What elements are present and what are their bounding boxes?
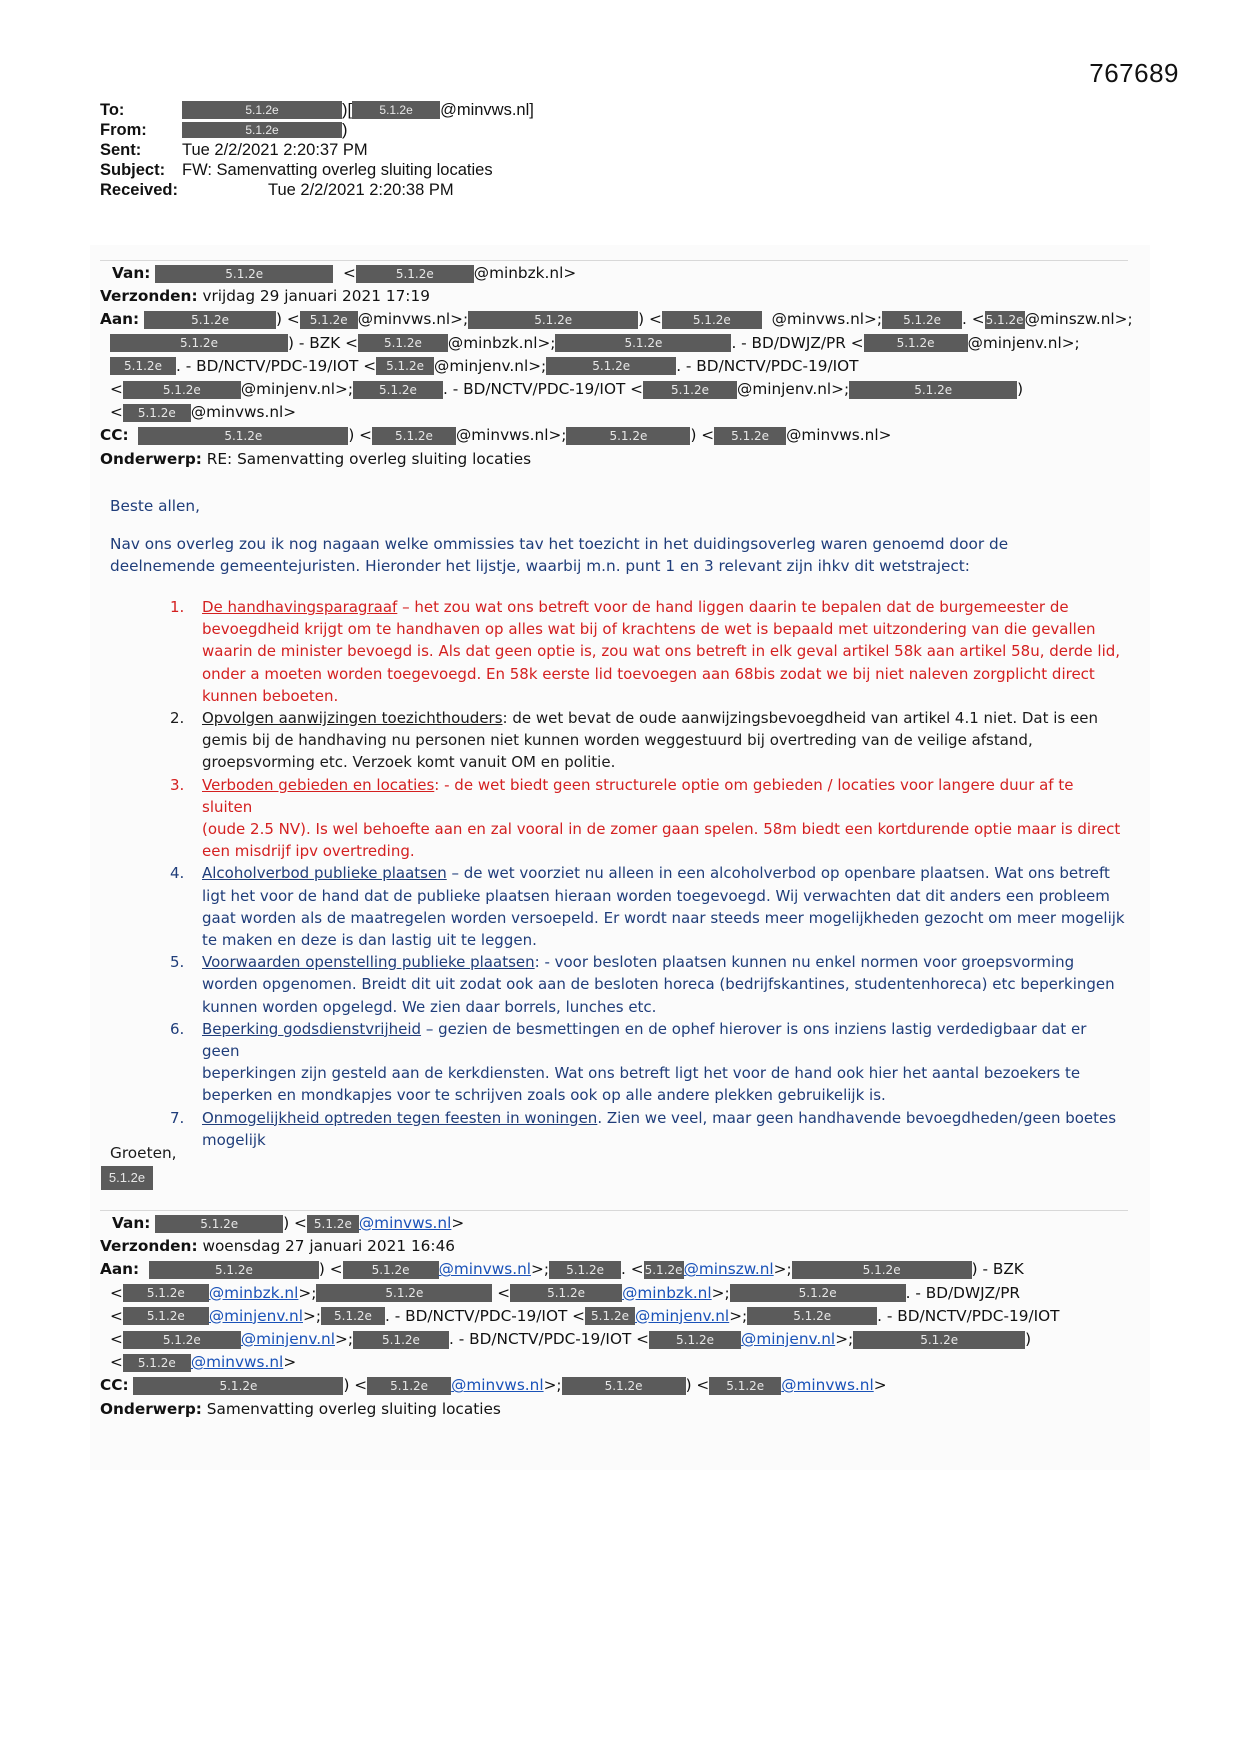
redaction: 5.1.2e xyxy=(353,1331,449,1349)
text: >; xyxy=(835,1329,854,1348)
sent-value: Tue 2/2/2021 2:20:37 PM xyxy=(182,141,368,159)
item-title: Verboden gebieden en locaties xyxy=(202,775,435,794)
mail2-aan-1 xyxy=(100,1258,1060,1281)
mail1-aan-2 xyxy=(100,332,1133,355)
text: >; xyxy=(298,1283,317,1302)
text: ) < xyxy=(318,1260,343,1279)
text: @minjenv.nl>; xyxy=(967,333,1080,352)
item-number: 7. xyxy=(170,1108,185,1127)
redaction: 5.1.2e xyxy=(182,122,342,138)
text: @minjenv.nl>; xyxy=(434,356,547,375)
text: ) - BZK xyxy=(971,1260,1024,1279)
item-text: – gezien de besmettingen en de ophef hierover is ons inziens lastig verdedigbaar dat er geen beperkingen zijn gesteld aan de kerkdiensten. Wat ons betreft ligt het voor de hand ook hier het aantal bezoekers te beperken en mondkapjes voor te schrijven zoals ook op alle andere plekken gebruikelijk is. xyxy=(202,1019,1087,1105)
email-link[interactable]: @minvws.nl xyxy=(358,1214,452,1232)
redaction: 5.1.2e xyxy=(123,1307,209,1325)
text: >; xyxy=(729,1306,748,1325)
item-text: kunnen beboeten. xyxy=(202,686,339,705)
list-item xyxy=(150,596,1125,707)
text: @minvws.nl>; xyxy=(771,310,883,329)
cc-label: CC: xyxy=(100,426,129,445)
received-label: Received: xyxy=(100,181,178,199)
redaction: 5.1.2e xyxy=(643,381,737,399)
text: ) xyxy=(1017,379,1024,398)
cc-label: CC: xyxy=(100,1376,129,1395)
redaction: 5.1.2e xyxy=(101,1166,153,1190)
item-number: 3. xyxy=(170,775,185,794)
email-link[interactable]: @minjenv.nl xyxy=(635,1306,730,1325)
item-number: 5. xyxy=(170,953,185,972)
redaction: 5.1.2e xyxy=(182,101,342,119)
intro-line: Nav ons overleg zou ik nog nagaan welke ommissies tav het toezicht in het duidingsoverleg waren genoemd door de xyxy=(110,535,1009,553)
intro-line: deelnemende gemeentejuristen. Hieronder het lijstje, waarbij m.n. punt 1 en 3 relevant zijn ihkv dit wetstraject: xyxy=(110,556,970,575)
item-title: Onmogelijkheid optreden tegen feesten in woningen xyxy=(202,1108,598,1127)
redaction: 5.1.2e xyxy=(300,311,358,329)
text: @minjenv.nl>; xyxy=(240,379,353,398)
mail2-onderwerp xyxy=(100,1398,1060,1421)
item-title: Beperking godsdienstvrijheid xyxy=(202,1019,422,1038)
greeting: Beste allen, xyxy=(110,497,200,515)
item-title: Opvolgen aanwijzingen toezichthouders xyxy=(202,709,503,728)
mail1-aan-3 xyxy=(100,355,1133,378)
text: . - BD/NCTV/PDC-19/IOT xyxy=(676,356,859,375)
sent-label: Sent: xyxy=(100,141,142,159)
text: > xyxy=(451,1214,465,1232)
text: @minszw.nl>; xyxy=(1024,310,1133,329)
email-link[interactable]: @minvws.nl xyxy=(781,1376,874,1395)
text: ) < xyxy=(283,1214,307,1232)
redaction: 5.1.2e xyxy=(649,1331,741,1349)
onderwerp-label: Onderwerp: xyxy=(100,1399,202,1418)
item-text: : - de wet biedt geen structurele optie om gebieden / locaties voor langere duur af te sluiten (oude 2.5 NV). Is wel behoefte aan en zal vooral in de zomer gaan spelen. 58m biedt een kortdurende optie maar is direct een misdrijf ipv overtreding. xyxy=(202,775,1121,861)
text: < xyxy=(110,1283,123,1302)
redaction: 5.1.2e xyxy=(546,357,676,375)
to-row xyxy=(100,100,534,120)
redaction: 5.1.2e xyxy=(321,1307,385,1325)
received-value: Tue 2/2/2021 2:20:38 PM xyxy=(268,181,454,199)
text: < xyxy=(110,403,123,422)
email-link[interactable]: @minbzk.nl xyxy=(208,1283,299,1302)
mail2-van xyxy=(100,1212,1060,1235)
redaction: 5.1.2e xyxy=(372,427,456,445)
text: @minvws.nl>; xyxy=(455,426,567,445)
from-label: From: xyxy=(100,121,147,139)
redaction: 5.1.2e xyxy=(110,334,288,352)
redaction: 5.1.2e xyxy=(644,1262,683,1277)
text: < xyxy=(110,379,123,398)
to-domain: @minvws.nl] xyxy=(440,101,534,119)
redaction: 5.1.2e xyxy=(356,265,474,283)
text: . < xyxy=(621,1260,644,1279)
list-item xyxy=(150,862,1125,951)
van-label: Van: xyxy=(112,264,151,282)
text: >; xyxy=(303,1306,321,1325)
mail2-aan-3 xyxy=(100,1305,1060,1328)
redaction: 5.1.2e xyxy=(123,1284,209,1302)
redaction: 5.1.2e xyxy=(110,357,176,375)
redaction: 5.1.2e xyxy=(149,1261,319,1279)
text: >; xyxy=(335,1329,353,1348)
email-link[interactable]: @minvws.nl xyxy=(451,1376,544,1395)
redaction: 5.1.2e xyxy=(343,1261,439,1279)
item-text: : de wet bevat de oude aanwijzingsbevoegdheid van artikel 4.1 niet. Dat is een gemis bij de handhaving nu personen niet kunnen worden weggestuurd bij overtreding van de veilige afstand, groepsvorming etc. Verzoek komt vanuit OM en politie. xyxy=(202,709,1098,772)
mail1-header xyxy=(100,262,1133,471)
divider xyxy=(100,260,1128,261)
redaction: 5.1.2e xyxy=(133,1377,343,1395)
text: ) < xyxy=(348,426,372,445)
mail2-cc xyxy=(100,1374,1060,1397)
redaction: 5.1.2e xyxy=(849,381,1017,399)
list-item xyxy=(150,774,1125,863)
redaction: 5.1.2e xyxy=(709,1377,781,1395)
onderwerp-label: Onderwerp: xyxy=(100,449,202,468)
mail1-aan-5 xyxy=(100,401,1133,424)
onderwerp-value: RE: Samenvatting overleg sluiting locaties xyxy=(206,449,532,468)
from-suffix: ) xyxy=(342,121,348,139)
verzonden-value: vrijdag 29 januari 2021 17:19 xyxy=(202,287,430,306)
redaction: 5.1.2e xyxy=(123,381,241,399)
text: < xyxy=(110,1329,123,1348)
item-text: : - voor besloten plaatsen kunnen nu enkel normen voor groepsvorming worden opgenomen. Breidt dit uit zodat ook aan de besloten horeca (bedrijfskantines, studentenhoreca) etc beperkingen kunnen worden opgelegd. We zien daar borrels, lunches etc. xyxy=(202,953,1115,1016)
text: ) < xyxy=(276,310,300,329)
redaction: 5.1.2e xyxy=(367,1377,451,1395)
sent-row xyxy=(100,140,534,160)
text: @minvws.nl>; xyxy=(357,310,469,329)
text: > xyxy=(873,1376,887,1395)
text: < xyxy=(110,1306,123,1325)
text: @minbzk.nl>; xyxy=(447,333,556,352)
text: . - BD/DWJZ/PR < xyxy=(731,333,864,352)
redaction: 5.1.2e xyxy=(353,381,443,399)
from-row xyxy=(100,120,534,140)
redaction: 5.1.2e xyxy=(566,427,690,445)
aan-label: Aan: xyxy=(100,310,140,329)
aan-label: Aan: xyxy=(100,1260,140,1279)
email-link[interactable]: @minvws.nl xyxy=(190,1353,284,1372)
redaction: 5.1.2e xyxy=(714,427,786,445)
redaction: 5.1.2e xyxy=(358,334,448,352)
text: . - BD/NCTV/PDC-19/IOT < xyxy=(442,379,644,398)
omissions-list xyxy=(150,596,1125,1151)
signature xyxy=(101,1166,153,1190)
mail1-van xyxy=(100,262,1133,285)
text: . - BD/NCTV/PDC-19/IOT < xyxy=(176,356,377,375)
text: . - BD/NCTV/PDC-19/IOT < xyxy=(448,1329,650,1348)
redaction: 5.1.2e xyxy=(985,312,1024,327)
item-title: Alcoholverbod publieke plaatsen xyxy=(202,864,447,883)
mail1-cc xyxy=(100,424,1133,447)
text: @minjenv.nl>; xyxy=(737,379,850,398)
verzonden-label: Verzonden: xyxy=(100,1237,198,1256)
mail1-onderwerp xyxy=(100,448,1133,471)
list-item xyxy=(150,707,1125,774)
text: . < xyxy=(962,310,985,329)
subject-label: Subject: xyxy=(100,161,166,179)
mail1-aan-4 xyxy=(100,378,1133,401)
text: ) < xyxy=(343,1376,368,1395)
email-link[interactable]: @minjenv.nl xyxy=(208,1306,303,1325)
text: . - BD/NCTV/PDC-19/IOT xyxy=(877,1306,1060,1325)
email-link[interactable]: @minjenv.nl xyxy=(741,1329,836,1348)
subject-row xyxy=(100,160,534,180)
item-title: De handhavingsparagraaf xyxy=(202,598,398,616)
item-number: 1. xyxy=(170,598,185,616)
item-number: 6. xyxy=(170,1019,185,1038)
closing: Groeten, xyxy=(110,1144,177,1162)
email-link[interactable]: @minvws.nl xyxy=(438,1260,532,1279)
redaction: 5.1.2e xyxy=(585,1307,635,1325)
text: >; xyxy=(711,1283,730,1302)
redaction: 5.1.2e xyxy=(155,1215,283,1233)
list-item xyxy=(150,951,1125,1018)
item-text: onder a moeten worden toegevoegd. En 58k eerste lid toevoegen aan 68bis zodat we bij niet naleven zorgplicht direct xyxy=(202,664,1095,683)
redaction: 5.1.2e xyxy=(555,334,731,352)
redaction: 5.1.2e xyxy=(376,357,434,375)
subject-value: FW: Samenvatting overleg sluiting locaties xyxy=(182,161,493,179)
list-item xyxy=(150,1107,1125,1151)
text: < xyxy=(497,1283,511,1302)
text: ) < xyxy=(638,310,662,329)
redaction: 5.1.2e xyxy=(123,1331,241,1349)
redaction: 5.1.2e xyxy=(730,1284,906,1302)
item-text: – het zou wat ons betreft voor de hand liggen daarin te bepalen dat de burgemeester de xyxy=(397,598,1069,616)
van-label: Van: xyxy=(112,1214,151,1232)
list-item xyxy=(150,1018,1125,1107)
email-link[interactable]: @minszw.nl xyxy=(683,1260,774,1279)
redaction: 5.1.2e xyxy=(468,311,638,329)
to-label: To: xyxy=(100,101,125,119)
mail2-verzonden xyxy=(100,1235,1060,1258)
email-link[interactable]: @minjenv.nl xyxy=(240,1329,335,1348)
redaction: 5.1.2e xyxy=(138,427,348,445)
mail2-header xyxy=(100,1212,1060,1421)
text: ) - BZK < xyxy=(288,333,358,352)
item-title: Voorwaarden openstelling publieke plaatsen xyxy=(202,953,535,972)
redaction: 5.1.2e xyxy=(662,311,762,329)
item-text: . Zien we veel, maar geen handhavende bevoegdheden/geen boetes mogelijk xyxy=(202,1108,1117,1149)
text: ) < xyxy=(685,1376,710,1395)
redaction: 5.1.2e xyxy=(144,311,276,329)
mail1-verzonden xyxy=(100,285,1133,308)
redaction: 5.1.2e xyxy=(307,1215,359,1233)
redaction: 5.1.2e xyxy=(316,1284,492,1302)
van-domain: @minbzk.nl> xyxy=(473,264,577,282)
intro-paragraph xyxy=(110,534,1008,578)
text: @minvws.nl> xyxy=(190,403,297,422)
mail2-aan-4 xyxy=(100,1328,1060,1351)
to-sep: )[ xyxy=(342,101,353,119)
redaction: 5.1.2e xyxy=(562,1377,686,1395)
divider xyxy=(100,1210,1128,1211)
text: < xyxy=(110,1353,123,1372)
item-number: 2. xyxy=(170,709,185,728)
redaction: 5.1.2e xyxy=(853,1331,1025,1349)
text: ) < xyxy=(690,426,715,445)
mail2-aan-2 xyxy=(100,1282,1060,1305)
item-number: 4. xyxy=(170,864,185,883)
mail2-aan-5 xyxy=(100,1351,1060,1374)
redaction: 5.1.2e xyxy=(155,265,333,283)
redaction: 5.1.2e xyxy=(864,334,968,352)
item-text: waarin de minister bevoegd is. Als dat geen optie is, zou wat ons betreft in elk geval artikel 58k aan artikel 58u, derde lid, xyxy=(202,642,1121,661)
outer-header xyxy=(100,100,534,200)
redaction: 5.1.2e xyxy=(882,311,962,329)
onderwerp-value: Samenvatting overleg sluiting locaties xyxy=(206,1399,501,1418)
redaction: 5.1.2e xyxy=(123,1354,191,1372)
text: >; xyxy=(543,1376,562,1395)
document-id: 767689 xyxy=(1089,58,1179,88)
redaction: 5.1.2e xyxy=(747,1307,877,1325)
verzonden-label: Verzonden: xyxy=(100,287,198,306)
redaction: 5.1.2e xyxy=(352,101,440,119)
mail1-aan-1 xyxy=(100,308,1133,331)
verzonden-value: woensdag 27 januari 2021 16:46 xyxy=(202,1237,456,1256)
text: > xyxy=(283,1353,297,1372)
text: . - BD/NCTV/PDC-19/IOT < xyxy=(384,1306,586,1325)
text: @minvws.nl> xyxy=(786,426,892,445)
item-text: – de wet voorziet nu alleen in een alcoholverbod op openbare plaatsen. Wat ons betreft ligt het voor de hand dat de publieke plaatsen hieraan worden toegevoegd. Wij verwachten dat dit anders een probleem gaat worden als de maatregelen worden versoepeld. Er wordt naar steeds meer mogelijkheden gezocht om meer mogelijk te maken en deze is dan lastig uit te leggen. xyxy=(202,864,1125,950)
redaction: 5.1.2e xyxy=(792,1261,972,1279)
redaction: 5.1.2e xyxy=(549,1261,621,1279)
redaction: 5.1.2e xyxy=(123,404,191,422)
text: ) xyxy=(1025,1329,1032,1348)
text: >; xyxy=(531,1260,550,1279)
email-link[interactable]: @minbzk.nl xyxy=(622,1283,712,1302)
text: . - BD/DWJZ/PR xyxy=(905,1283,1021,1302)
text: >; xyxy=(773,1260,792,1279)
text: < xyxy=(342,264,356,282)
redaction: 5.1.2e xyxy=(510,1284,622,1302)
item-text: bevoegdheid krijgt om te handhaven op alles wat bij of krachtens de wet is bepaald met uitzondering van die gevallen xyxy=(202,620,1096,639)
received-row xyxy=(100,180,534,200)
